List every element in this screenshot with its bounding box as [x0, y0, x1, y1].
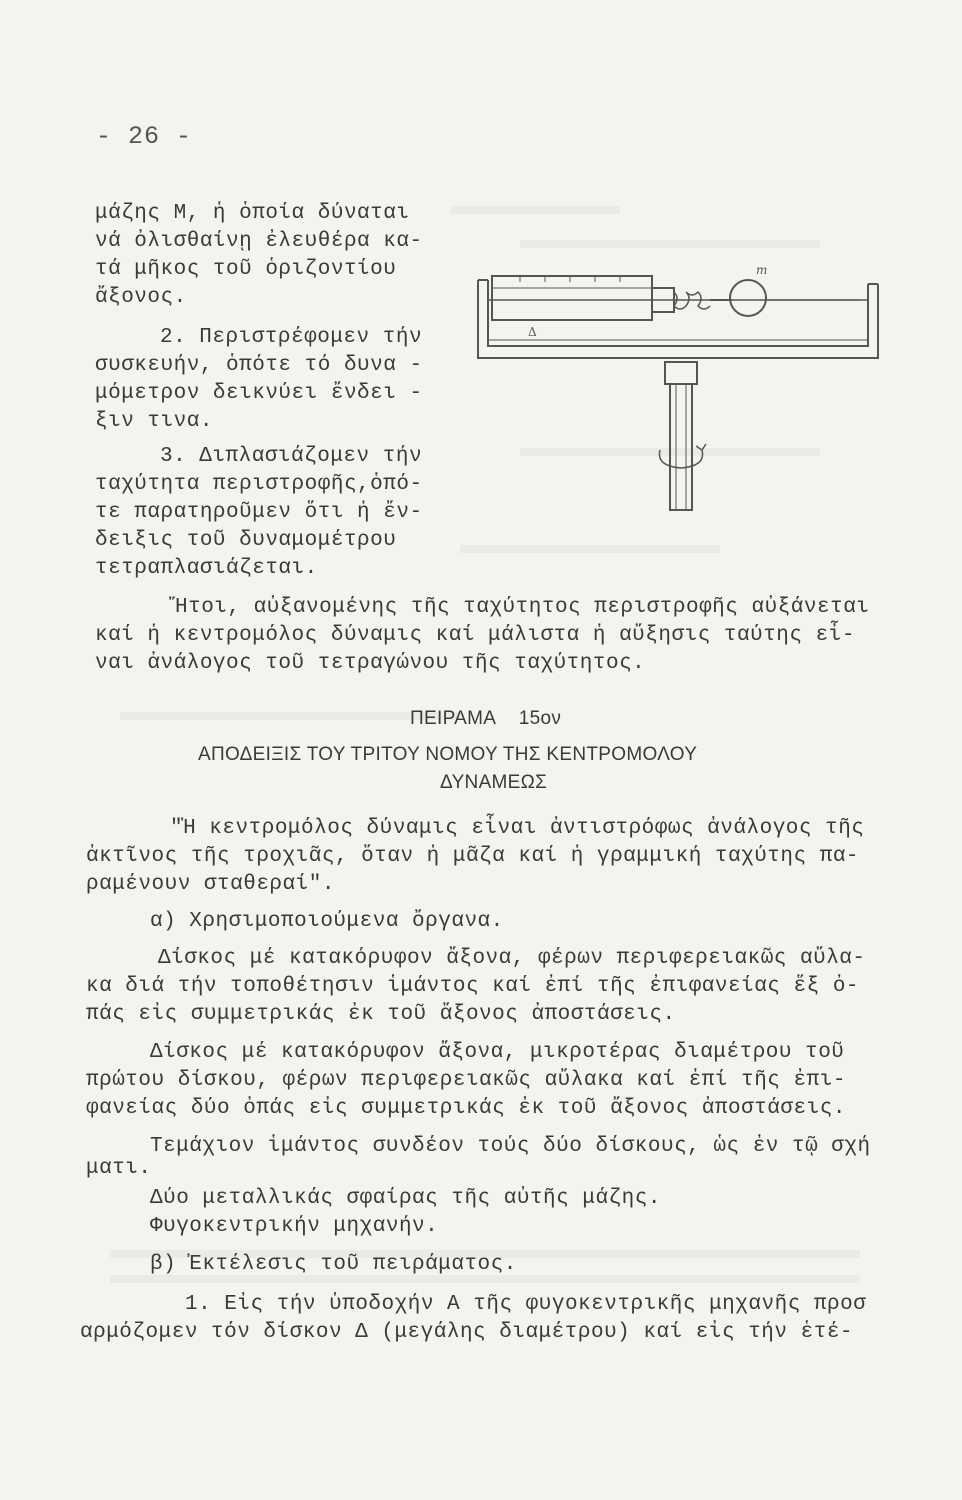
- text-line: τά μῆκος τοῦ ὁριζοντίου: [95, 258, 397, 281]
- text-line: 2. Περιστρέφομεν τήν: [160, 326, 423, 349]
- text-line: τετραπλασιάζεται.: [95, 557, 318, 580]
- text-line: ξιν τινα.: [95, 410, 213, 433]
- text-line: μόμετρον δεικνύει ἔνδει -: [95, 382, 423, 405]
- text-line: 1. Εἰς τήν ὑποδοχήν Α τῆς φυγοκεντρικῆς μηχανῆς προσ: [185, 1293, 867, 1316]
- text-line: μάζης Μ, ἡ ὁποία δύναται: [95, 202, 410, 225]
- figure-label-a: Δ: [528, 325, 537, 339]
- text-line: β) Ἐκτέλεσις τοῦ πειράματος.: [150, 1253, 517, 1276]
- text-line: συσκευήν, ὁπότε τό δυνα -: [95, 354, 423, 377]
- apparatus-figure: [460, 262, 890, 520]
- text-line: τε παρατηροῦμεν ὅτι ἡ ἔν-: [95, 501, 423, 524]
- text-line: πρώτου δίσκου, φέρων περιφερειακῶς αὔλακα καί ἐπί τῆς ἐπι-: [86, 1069, 846, 1092]
- text-line: Τεμάχιον ἱμάντος συνδέον τούς δύο δίσκους, ὡς ἐν τῷ σχή: [150, 1135, 871, 1158]
- bleed-through: [120, 712, 460, 720]
- text-line: Δίσκος μέ κατακόρυφον ἄξονα, μικροτέρας διαμέτρου τοῦ: [150, 1041, 845, 1064]
- text-line: δειξις τοῦ δυναμομέτρου: [95, 529, 397, 552]
- text-line: α) Χρησιμοποιούμενα ὄργανα.: [150, 910, 504, 933]
- text-line: Φυγοκεντρικήν μηχανήν.: [150, 1215, 439, 1238]
- text-line: Ἤτοι, αὐξανομένης τῆς ταχύτητος περιστροφῆς αὐξάνεται: [175, 596, 870, 619]
- bleed-through: [110, 1275, 860, 1283]
- text-line: ταχύτητα περιστροφῆς,ὁπό-: [95, 473, 423, 496]
- text-line: ἀκτῖνος τῆς τροχιᾶς, ὅταν ἡ μᾶζα καί ἡ γραμμική ταχύτης πα-: [86, 845, 860, 868]
- text-line: ματι.: [86, 1157, 152, 1180]
- experiment-title: [410, 708, 561, 730]
- text-line: "Ἡ κεντρομόλος δύναμις εἶναι ἀντιστρόφως ἀνάλογος τῆς: [170, 817, 865, 840]
- text-line: φανείας δύο ὀπάς εἰς συμμετρικάς ἐκ τοῦ ἄξονος ἀποστάσεις.: [86, 1097, 846, 1120]
- section-heading-continued: ΔΥΝΑΜΕΩΣ: [440, 772, 548, 793]
- text-line: Δύο μεταλλικάς σφαίρας τῆς αὐτῆς μάζης.: [150, 1187, 661, 1210]
- text-line: Δίσκος μέ κατακόρυφον ἄξονα, φέρων περιφερειακῶς αὔλα-: [158, 947, 866, 970]
- figure-label-m: m: [756, 263, 768, 277]
- experiment-title-label: ΠΕΙΡΑΜΑ: [410, 708, 496, 729]
- bleed-through: [460, 545, 720, 553]
- section-heading: ΑΠΟΔΕΙΞΙΣ ΤΟΥ ΤΡΙΤΟΥ ΝΟΜΟΥ ΤΗΣ ΚΕΝΤΡΟΜΟΛΟΥ: [198, 744, 698, 765]
- text-line: αρμόζομεν τόν δίσκον Δ (μεγάλης διαμέτρου) καί εἰς τήν ἑτέ-: [80, 1321, 854, 1344]
- experiment-number: 15ον: [518, 708, 562, 729]
- page-number: - 26 -: [96, 122, 193, 151]
- text-line: ναι ἀνάλογος τοῦ τετραγώνου τῆς ταχύτητος.: [95, 652, 646, 675]
- text-line: ραμένουν σταθεραί".: [86, 873, 335, 896]
- text-line: πάς εἰς συμμετρικάς ἐκ τοῦ ἄξονος ἀποστάσεις.: [86, 1003, 676, 1026]
- text-line: καί ἡ κεντρομόλος δύναμις καί μάλιστα ἡ αὔξησις ταύτης εἶ-: [95, 624, 855, 647]
- text-line: 3. Διπλασιάζομεν τήν: [160, 445, 423, 468]
- bleed-through: [520, 240, 820, 248]
- text-line: κα διά τήν τοποθέτησιν ἱμάντος καί ἐπί τῆς ἐπιφανείας ἕξ ὀ-: [86, 975, 860, 998]
- bleed-through: [450, 206, 620, 214]
- text-line: νά ὀλισθαίνῃ ἐλευθέρα κα-: [95, 230, 423, 253]
- text-line: ἄξονος.: [95, 286, 187, 309]
